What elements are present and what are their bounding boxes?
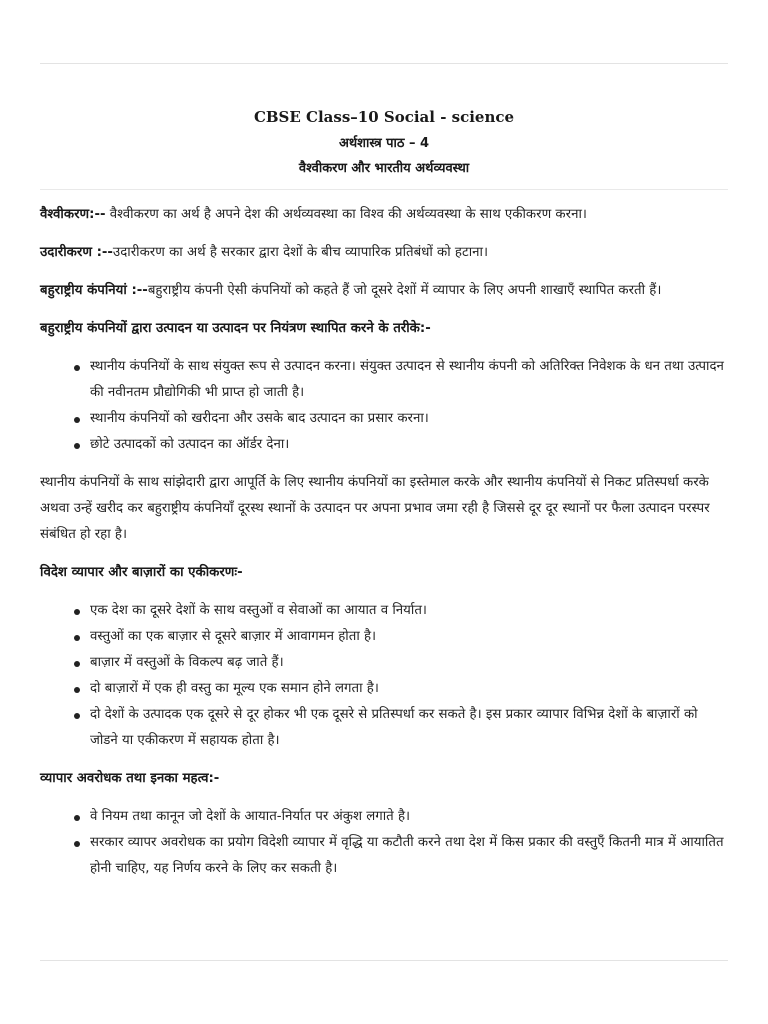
document-page	[40, 103, 728, 894]
section-heading-mnc-methods: बहुराष्ट्रीय कंपनियों द्वारा उत्पादन या उत्पादन पर नियंत्रण स्थापित करने के तरीके:-	[40, 321, 431, 336]
bullet-list-trade-integration	[40, 598, 728, 754]
definition-liberalization	[40, 240, 728, 266]
list-item: छोटे उत्पादकों को उत्पादन का ऑर्डर देना।	[90, 432, 728, 458]
definition-text: उदारीकरण का अर्थ है सरकार द्वारा देशों के बीच व्यापारिक प्रतिबंधों को हटाना।	[112, 245, 489, 260]
paragraph-mnc-influence: स्थानीय कंपनियों के साथ सांझेदारी द्वारा आपूर्ति के लिए स्थानीय कंपनियों का इस्तेमाल करके और स्थानीय कंपनियों से निकट प्रतिस्पर्धा करके अथवा उन्हें खरीद कर बहुराष्ट्रीय कंपनियाँ दूरस्थ स्थानों के उत्पादन पर अपना प्रभाव जमा रही है जिससे दूर दूर स्थानों पर फैला उत्पादन परस्पर संबंधित हो रहा है।	[40, 475, 710, 542]
definition-term: वैश्वीकरण:--	[40, 207, 106, 222]
bullet-list-mnc-methods	[40, 354, 728, 458]
list-item: एक देश का दूसरे देशों के साथ वस्तुओं व सेवाओं का आयात व निर्यात।	[90, 598, 728, 624]
top-divider	[40, 63, 728, 64]
section-heading-trade-integration: विदेश व्यापार और बाज़ारों का एकीकरणः-	[40, 565, 243, 580]
bottom-divider	[40, 960, 728, 961]
definition-term: उदारीकरण :--	[40, 245, 113, 260]
list-item: सरकार व्यापर अवरोधक का प्रयोग विदेशी व्यापार में वृद्धि या कटौती करने तथा देश में किस प्रकार की वस्तुएँ कितनी मात्र में आयातित होनी चाहिए, यह निर्णय करने के लिए कर सकती है।	[90, 830, 728, 882]
list-item: स्थानीय कंपनियों को खरीदना और उसके बाद उत्पादन का प्रसार करना।	[90, 406, 728, 432]
definition-mnc	[40, 278, 728, 304]
list-item: बाज़ार में वस्तुओं के विकल्प बढ़ जाते हैं।	[90, 650, 728, 676]
section-heading-trade-barriers: व्यापार अवरोधक तथा इनका महत्व:-	[40, 771, 220, 786]
document-header	[40, 103, 728, 181]
document-title: CBSE Class–10 Social - science	[253, 108, 515, 126]
chapter-title: वैश्वीकरण और भारतीय अर्थव्यवस्था	[298, 161, 470, 176]
bullet-list-trade-barriers	[40, 804, 728, 882]
header-divider	[40, 189, 728, 190]
definition-term: बहुराष्ट्रीय कंपनियां :--	[40, 283, 148, 298]
list-item: स्थानीय कंपनियों के साथ संयुक्त रूप से उत्पादन करना। संयुक्त उत्पादन से स्थानीय कंपनी को अतिरिक्त निवेशक के धन तथा उत्पादन की नवीनतम प्रौद्योगिकी भी प्राप्त हो जाती है।	[90, 354, 728, 406]
list-item: वस्तुओं का एक बाज़ार से दूसरे बाज़ार में आवागमन होता है।	[90, 624, 728, 650]
list-item: दो देशों के उत्पादक एक दूसरे से दूर होकर भी एक दूसरे से प्रतिस्पर्धा कर सकते है। इस प्रकार व्यापार विभिन्न देशों के बाज़ारों को जोडने या एकीकरण में सहायक होता है।	[90, 702, 728, 754]
definition-globalization	[40, 202, 728, 228]
definition-text: बहुराष्ट्रीय कंपनी ऐसी कंपनियों को कहते हैं जो दूसरे देशों में व्यापार के लिए अपनी शाखाएँ स्थापित करती हैं।	[147, 283, 662, 298]
list-item: दो बाज़ारों में एक ही वस्तु का मूल्य एक समान होने लगता है।	[90, 676, 728, 702]
definition-text: वैश्वीकरण का अर्थ है अपने देश की अर्थव्यवस्था का विश्व की अर्थव्यवस्था के साथ एकीकरण करना।	[105, 207, 587, 222]
document-subtitle: अर्थशास्त्र पाठ – 4	[338, 136, 430, 151]
list-item: वे नियम तथा कानून जो देशों के आयात-निर्यात पर अंकुश लगाते है।	[90, 804, 728, 830]
